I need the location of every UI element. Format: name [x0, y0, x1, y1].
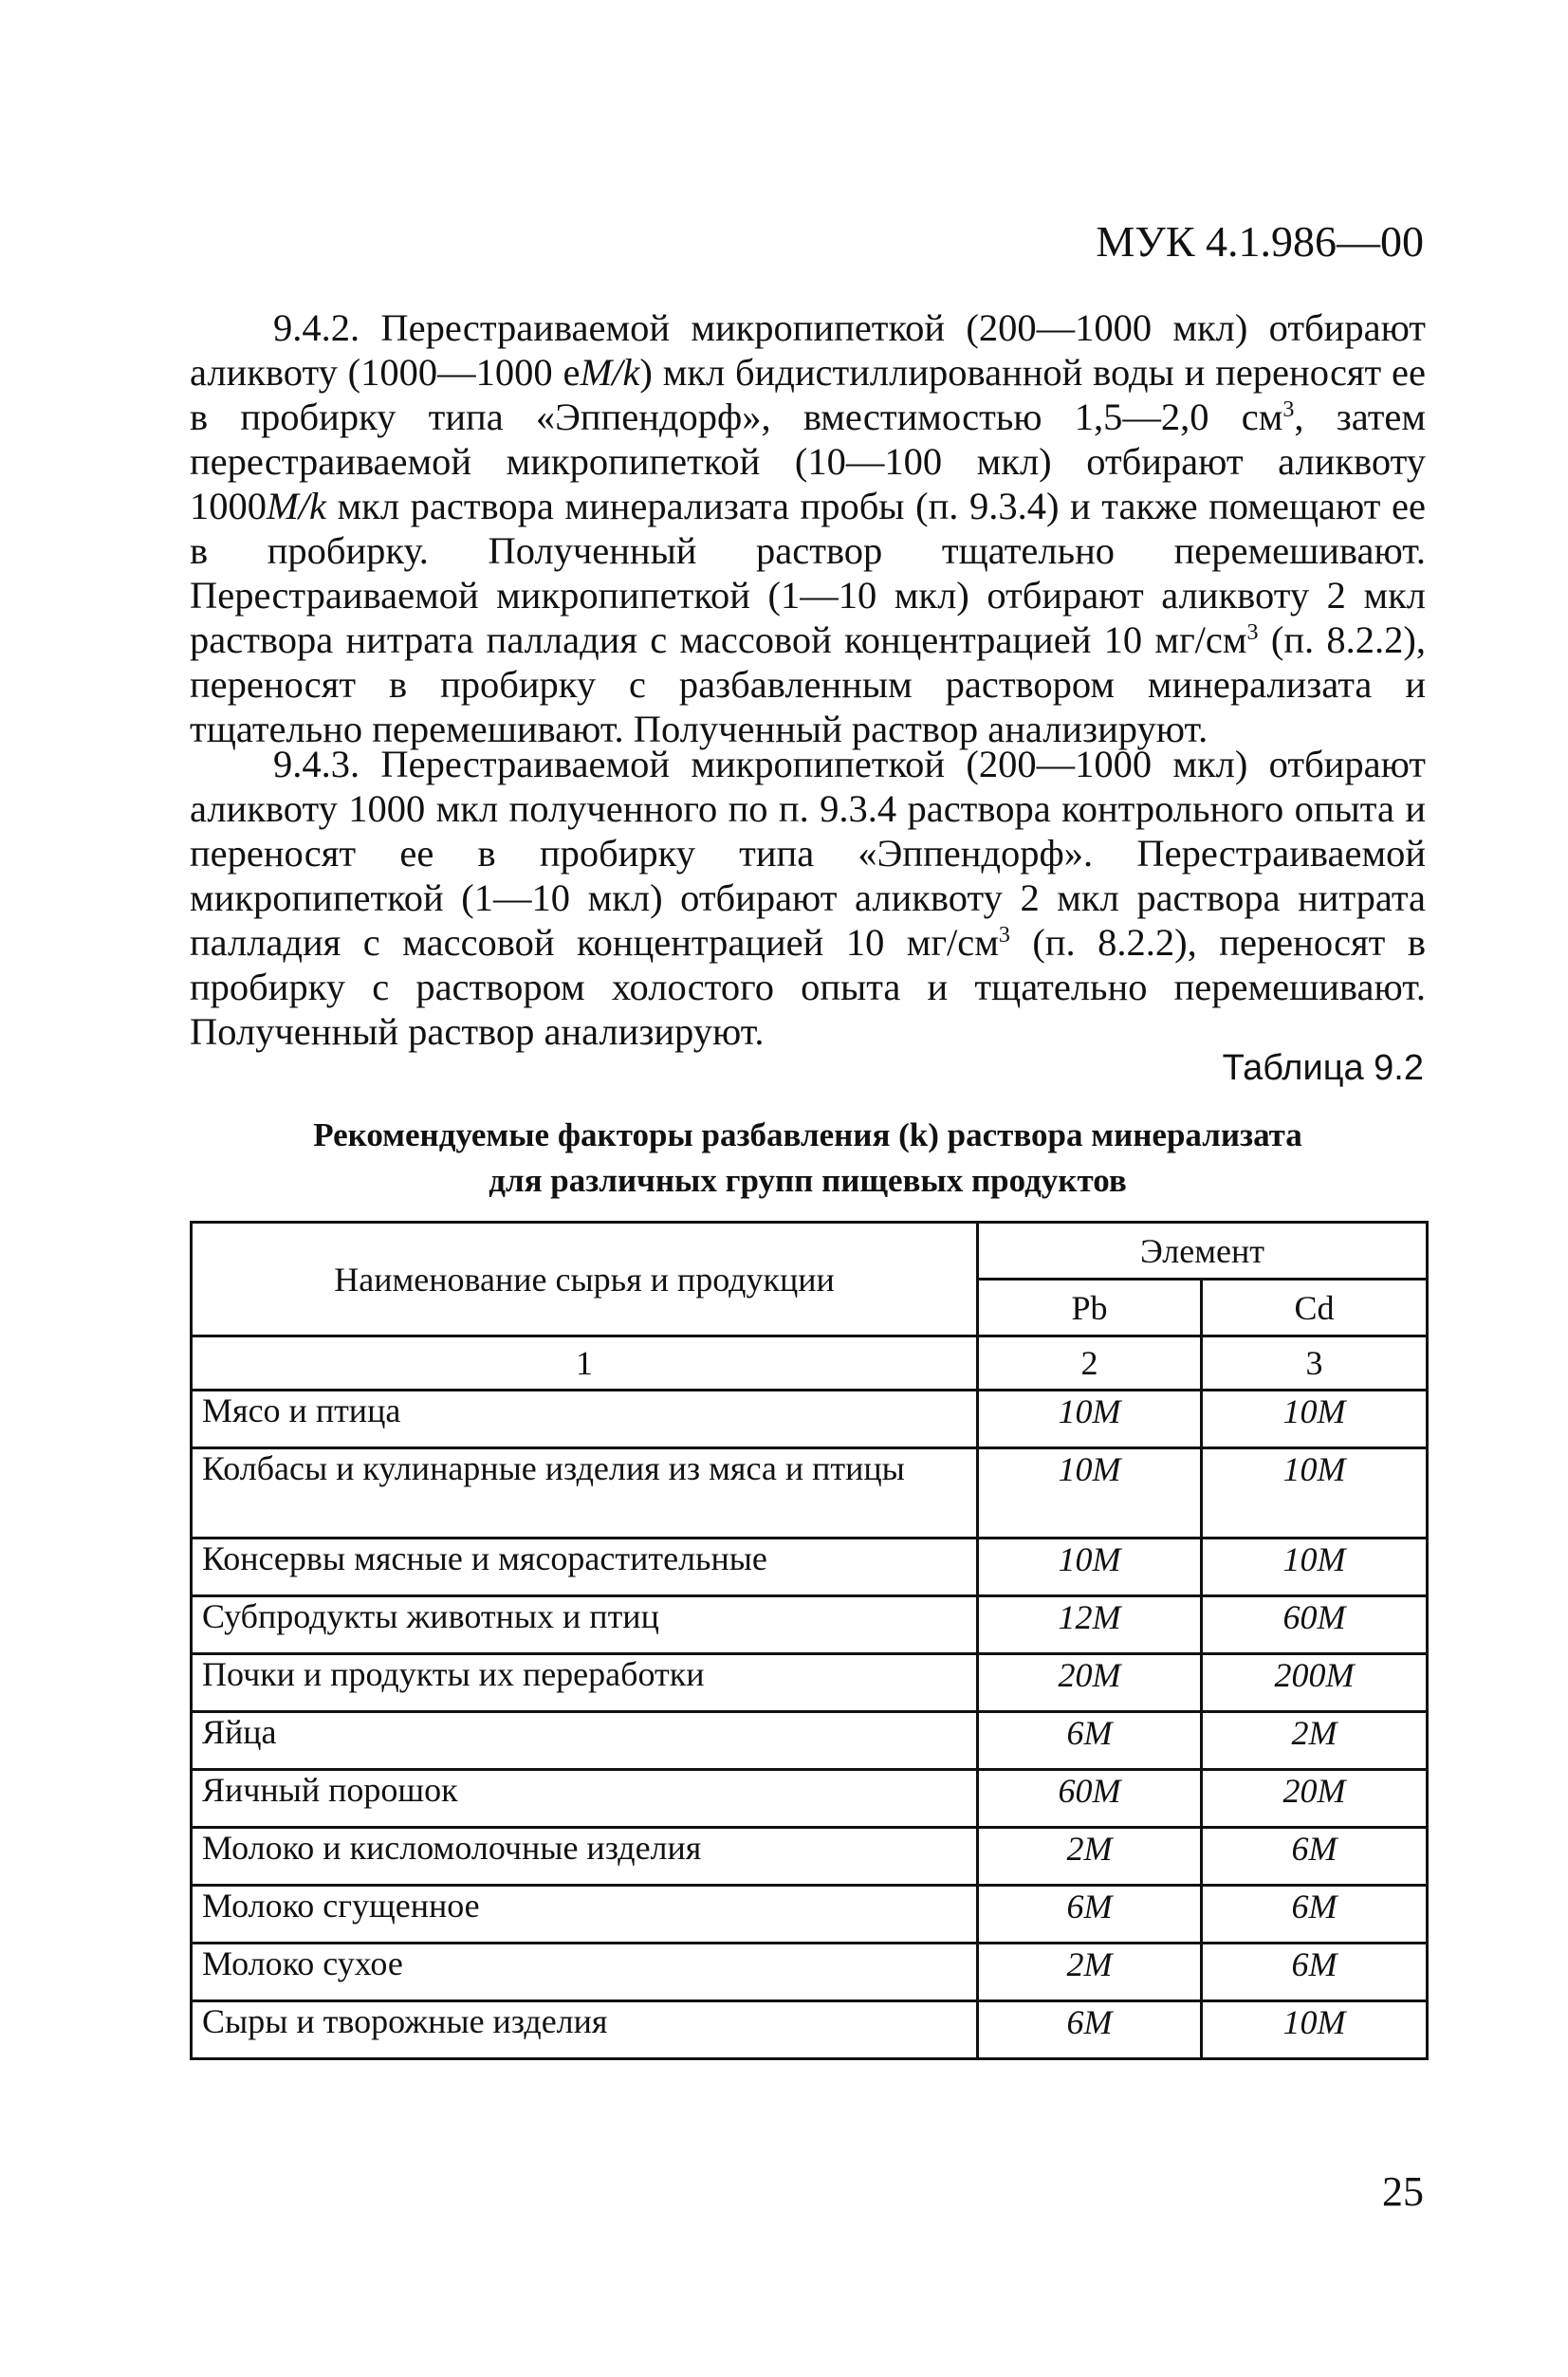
paragraph-9-4-3: [190, 742, 1426, 1054]
pb-factor: 12M: [978, 1596, 1202, 1654]
table-title-line-2: для различных групп пищевых продуктов: [489, 1162, 1127, 1199]
text-run: мкл раствора минерализата пробы (п. 9.3.4) и также помещают ее в пробирку. Полученный раствор тщательно перемешивают. Перестраиваемой микропипеткой (1—10 мкл) отбирают аликвоту 2 мкл раствора нитрата палладия с массовой концентрацией 10 мг/см: [190, 485, 1426, 661]
text-run: (п. 8.2.2), переносят в пробирку с раствором холостого опыта и тщательно перемешивают. Полученный раствор анализируют.: [190, 921, 1426, 1053]
product-name: Молоко и кисломолочные изделия: [192, 1828, 978, 1886]
table-row: [192, 1770, 1428, 1828]
pb-factor: 6M: [978, 2001, 1202, 2059]
product-name: Почки и продукты их переработки: [192, 1654, 978, 1712]
product-name: Колбасы и кулинарные изделия из мяса и птицы: [192, 1448, 978, 1539]
cd-factor: 60M: [1202, 1596, 1428, 1654]
table-title-line-1: Рекомендуемые факторы разбавления (k) раствора минерализата: [313, 1116, 1302, 1153]
product-name: Яичный порошок: [192, 1770, 978, 1828]
header-element: Элемент: [978, 1223, 1428, 1280]
document-code: МУК 4.1.986—00: [1096, 217, 1424, 266]
product-name: Субпродукты животных и птиц: [192, 1596, 978, 1654]
column-number: 3: [1202, 1336, 1428, 1391]
pb-factor: 2M: [978, 1944, 1202, 2001]
table-row: [192, 1944, 1428, 2001]
cd-factor: 10M: [1202, 2001, 1428, 2059]
table-row: [192, 1654, 1428, 1712]
product-name: Сыры и творожные изделия: [192, 2001, 978, 2059]
table-row: [192, 1712, 1428, 1770]
pb-factor: 10M: [978, 1391, 1202, 1448]
dilution-factors-table: [190, 1221, 1429, 2060]
superscript: 3: [1282, 397, 1295, 422]
superscript: 3: [998, 923, 1010, 948]
table-header-row: [192, 1223, 1428, 1280]
table-row: [192, 1539, 1428, 1596]
pb-factor: 6M: [978, 1712, 1202, 1770]
table-label: Таблица 9.2: [1222, 1048, 1424, 1088]
pb-factor: 10M: [978, 1448, 1202, 1539]
text-run: (п. 8.2.2), переносят в пробирку с разбавленным раствором минерализата и тщательно перемешивают. Полученный раствор анализируют.: [190, 618, 1427, 750]
text-run: 9.4.2. Перестраиваемой микропипеткой (200—1000 мкл) отбирают аликвоту (1000—1000 е: [190, 306, 1426, 394]
table-row: [192, 1391, 1428, 1448]
table-row: [192, 1886, 1428, 1944]
cd-factor: 2M: [1202, 1712, 1428, 1770]
cd-factor: 10M: [1202, 1448, 1428, 1539]
superscript: 3: [1246, 620, 1259, 645]
cd-factor: 6M: [1202, 1828, 1428, 1886]
product-name: Яйца: [192, 1712, 978, 1770]
table-row: [192, 1448, 1428, 1539]
cd-factor: 200M: [1202, 1654, 1428, 1712]
product-name: Молоко сгущенное: [192, 1886, 978, 1944]
pb-factor: 2M: [978, 1828, 1202, 1886]
formula-run: M/k: [267, 485, 326, 527]
pb-factor: 10M: [978, 1539, 1202, 1596]
column-number-row: [192, 1336, 1428, 1391]
formula-run: M/k: [580, 351, 640, 394]
pb-factor: 6M: [978, 1886, 1202, 1944]
cd-factor: 6M: [1202, 1944, 1428, 2001]
page-number: 25: [1382, 2168, 1424, 2215]
product-name: Консервы мясные и мясорастительные: [192, 1539, 978, 1596]
product-name: Мясо и птица: [192, 1391, 978, 1448]
cd-factor: 10M: [1202, 1391, 1428, 1448]
text-run: 9.4.3. Перестраиваемой микропипеткой (200—1000 мкл) отбирают аликвоту 1000 мкл полученного по п. 9.3.4 раствора контрольного опыта и переносят ее в пробирку типа «Эппендорф». Перестраиваемой микропипеткой (1—10 мкл) отбирают аликвоту 2 мкл раствора нитрата палладия с массовой концентрацией 10 мг/см: [190, 743, 1426, 964]
pb-factor: 20M: [978, 1654, 1202, 1712]
header-pb: Pb: [978, 1280, 1202, 1336]
column-number: 2: [978, 1336, 1202, 1391]
table-row: [192, 1828, 1428, 1886]
paragraph-9-4-2: [190, 305, 1426, 751]
product-name: Молоко сухое: [192, 1944, 978, 2001]
text-run: , затем перестраиваемой микропипеткой (10—100 мкл) отбирают аликвоту 1000: [190, 396, 1427, 527]
column-number: 1: [192, 1336, 978, 1391]
pb-factor: 60M: [978, 1770, 1202, 1828]
text-run: ) мкл бидистиллированной воды и переносят ее в пробирку типа «Эппендорф», вместимостью 1,5—2,0 см: [190, 351, 1427, 438]
cd-factor: 20M: [1202, 1770, 1428, 1828]
header-cd: Cd: [1202, 1280, 1428, 1336]
cd-factor: 10M: [1202, 1539, 1428, 1596]
header-product-name: Наименование сырья и продукции: [192, 1223, 978, 1336]
table-row: [192, 2001, 1428, 2059]
table-title: [190, 1113, 1426, 1204]
table-row: [192, 1596, 1428, 1654]
cd-factor: 6M: [1202, 1886, 1428, 1944]
